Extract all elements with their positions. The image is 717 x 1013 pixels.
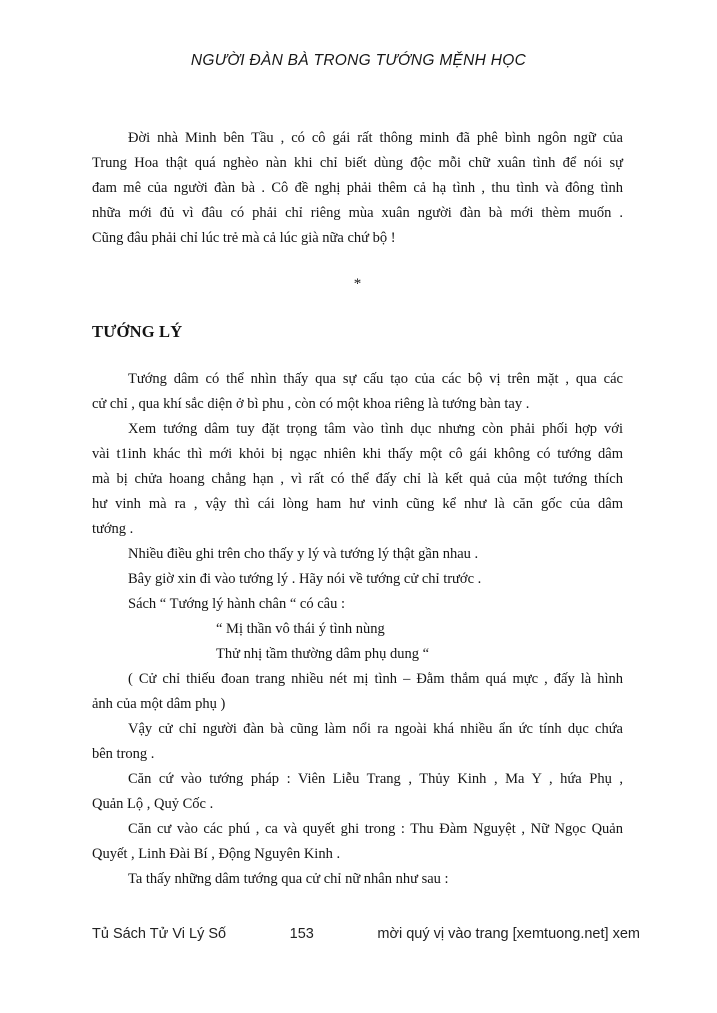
paragraph — [92, 592, 623, 617]
page-header-title: NGƯỜI ĐÀN BÀ TRONG TƯỚNG MỆNH HỌC — [190, 52, 527, 69]
text-line: Xem tướng dâm tuy đặt trọng tâm vào tình dục nhưng còn phải phối hợp với — [128, 421, 623, 437]
footer-series-title: Tủ Sách Tử Vi Lý Số — [92, 926, 227, 942]
text-line: nhữa mới đủ vì đâu có phải chỉ riêng mùa xuân người đàn bà mới thèm muốn . — [92, 205, 623, 221]
verse-quote — [92, 617, 623, 667]
paragraph — [92, 667, 623, 717]
text-line: Thử nhị tầm thường dâm phụ dung “ — [216, 646, 430, 662]
text-line: Đời nhà Minh bên Tầu , có cô gái rất thông minh đã phê bình ngôn ngữ của — [128, 130, 623, 146]
paragraph — [92, 567, 623, 592]
text-line: bên trong . — [92, 746, 155, 762]
text-line: cử chỉ , qua khí sắc diện ở bì phu , còn có một khoa riêng là tướng bàn tay . — [92, 396, 530, 412]
text-line: ảnh của một dâm phụ ) — [92, 696, 226, 712]
text-line: Căn cư vào các phú , ca và quyết ghi trong : Thu Đàm Nguyệt , Nữ Ngọc Quản — [128, 821, 623, 837]
paragraph — [92, 417, 623, 542]
paragraph — [92, 126, 623, 251]
text-line: Vậy cử chỉ người đàn bà cũng làm nổi ra ngoài khá nhiều ẩn ức tính dục chứa — [128, 721, 623, 737]
paragraph — [92, 542, 623, 567]
text-line: “ Mị thần vô thái ý tình nùng — [216, 621, 385, 637]
text-line: Ta thấy những dâm tướng qua cử chỉ nữ nhân như sau : — [128, 871, 449, 887]
text-line: tướng . — [92, 521, 134, 537]
text-line: Tướng dâm có thể nhìn thấy qua sự cấu tạo của các bộ vị trên mặt , qua các — [128, 371, 623, 387]
paragraph — [92, 817, 623, 867]
text-line: Sách “ Tướng lý hành chân “ có câu : — [128, 596, 345, 612]
text-line: Cũng đâu phải chỉ lúc trẻ mà cả lúc già nữa chứ bộ ! — [92, 230, 396, 246]
text-line: Nhiều điều ghi trên cho thấy y lý và tướng lý thật gần nhau . — [128, 546, 479, 562]
text-line: Quản Lộ , Quỷ Cốc . — [92, 796, 214, 812]
text-line: Trung Hoa thật quá nghèo nàn khi chỉ biết dùng độc mỗi chữ xuân tình để nói sự — [92, 155, 623, 171]
paragraph — [92, 367, 623, 417]
section-separator: * — [353, 276, 362, 292]
page-footer — [92, 926, 640, 942]
text-line: mà bị chửa hoang chẳng hạn , vì rất có thể đấy chỉ là kết quả của một tướng thích — [92, 471, 623, 487]
paragraph — [92, 767, 623, 817]
document-body — [92, 126, 623, 892]
text-line: vài t1inh khác thì mới khỏi bị ngạc nhiên khi thấy một cô gái không có tướng dâm — [92, 446, 623, 462]
text-line: Bây giờ xin đi vào tướng lý . Hãy nói về tướng cử chỉ trước . — [128, 571, 482, 587]
text-line: đam mê của người đàn bà . Cô đề nghị phải thêm cả hạ tình , thu tình và đông tình — [92, 180, 623, 196]
paragraph — [92, 867, 623, 892]
footer-site-note: mời quý vị vào trang [xemtuong.net] xem — [377, 926, 640, 942]
section-heading: TƯỚNG LÝ — [92, 322, 183, 341]
text-line: Quyết , Linh Đài Bí , Động Nguyên Kinh . — [92, 846, 341, 862]
paragraph — [92, 717, 623, 767]
text-line: hư vinh mà ra , vậy thì cái lòng ham hư vinh cũng kể như là căn gốc của dâm — [92, 496, 623, 512]
text-line: Căn cứ vào tướng pháp : Viên Liễu Trang , Thủy Kinh , Ma Y , hứa Phụ , — [128, 771, 623, 787]
text-line: ( Cử chỉ thiếu đoan trang nhiều nét mị tình – Đằm thắm quá mực , đấy là hình — [128, 671, 623, 687]
footer-page-number: 153 — [289, 926, 314, 942]
